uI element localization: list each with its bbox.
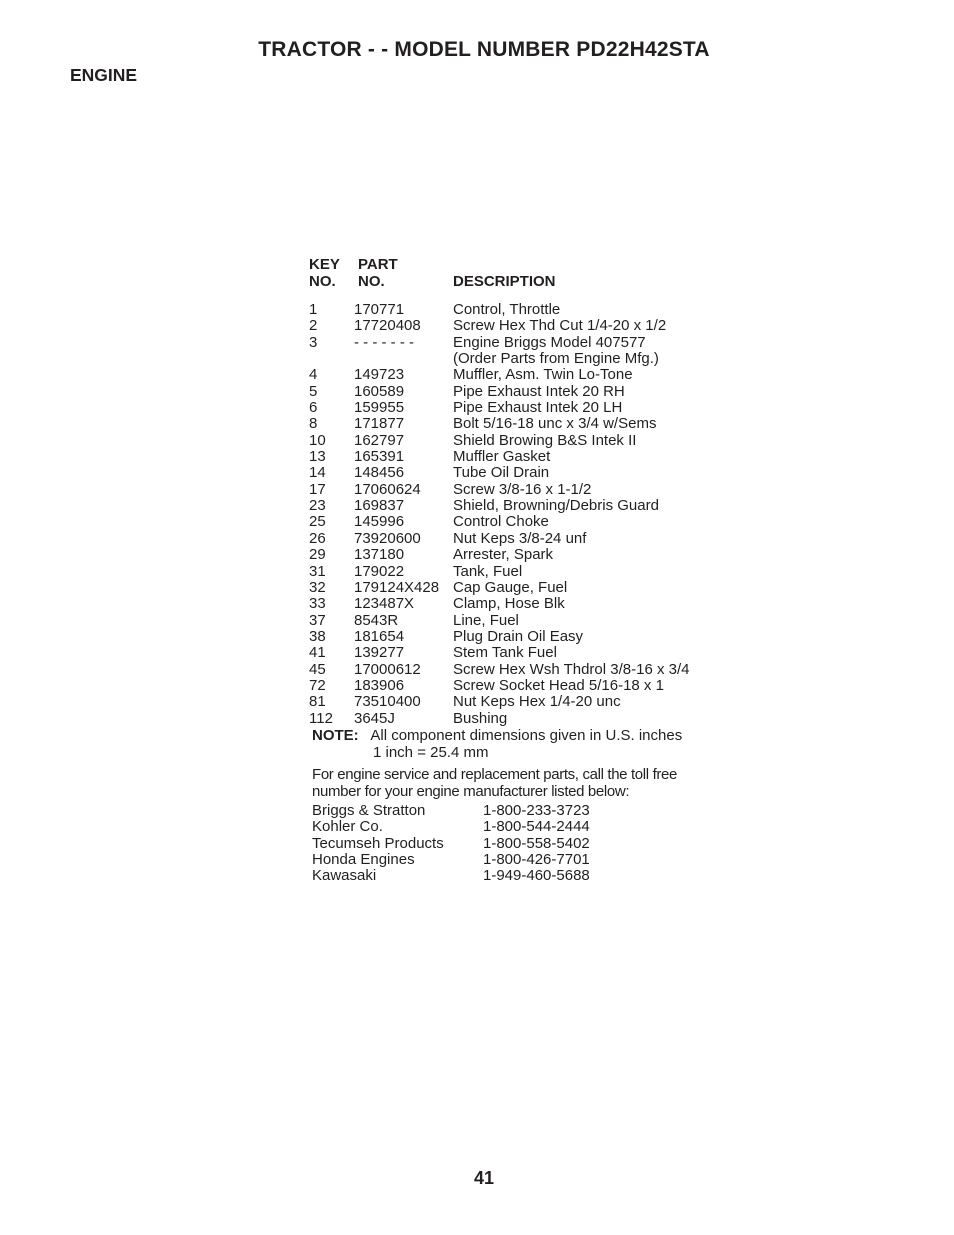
- key-number: 1: [309, 301, 318, 318]
- parts-list-rows: [309, 302, 729, 727]
- part-description: Control, Throttle: [453, 301, 561, 318]
- key-number: 26: [309, 529, 326, 547]
- table-row: [309, 433, 729, 449]
- key-number: 33: [309, 595, 326, 613]
- key-number: 41: [309, 644, 326, 662]
- key-number: 45: [309, 660, 326, 678]
- manufacturer-name: Briggs & Stratton: [312, 802, 426, 819]
- contact-row: [312, 868, 712, 884]
- table-row: [309, 547, 729, 563]
- part-number: 181654: [354, 627, 405, 645]
- key-number: 32: [309, 578, 326, 596]
- part-description-note: (Order Parts from Engine Mfg.): [453, 350, 659, 368]
- key-number: 5: [309, 382, 318, 400]
- table-row: [309, 335, 729, 368]
- manufacturer-name: Kawasaki: [312, 867, 377, 885]
- part-description: Screw 3/8-16 x 1-1/2: [453, 480, 592, 498]
- key-number: 6: [309, 399, 318, 417]
- part-number: 169837: [354, 497, 405, 515]
- key-number: 38: [309, 627, 326, 645]
- part-number: 165391: [354, 448, 405, 466]
- manufacturer-contacts: [312, 803, 712, 885]
- part-number: 179022: [354, 562, 405, 580]
- part-description: Clamp, Hose Blk: [453, 595, 565, 613]
- header-key-line1: KEY: [309, 256, 340, 273]
- service-info: [312, 767, 712, 885]
- manufacturer-name: Honda Engines: [312, 851, 415, 869]
- part-description: Shield, Browning/Debris Guard: [453, 497, 659, 515]
- part-description: Shield Browing B&S Intek II: [453, 431, 637, 449]
- table-row: [309, 711, 729, 727]
- phone-number: 1-800-558-5402: [483, 834, 590, 852]
- part-number: 73920600: [354, 529, 421, 547]
- part-description: Tube Oil Drain: [453, 464, 550, 482]
- part-description: Nut Keps 3/8-24 unf: [453, 529, 587, 547]
- section-title: ENGINE: [70, 65, 138, 85]
- table-row: [309, 367, 729, 383]
- page-number: 41: [473, 1168, 495, 1188]
- key-number: 112: [309, 709, 333, 727]
- key-number: 8: [309, 415, 318, 433]
- part-number: 179124X428: [354, 578, 440, 596]
- table-row: [309, 613, 729, 629]
- key-number: 14: [309, 464, 326, 482]
- contact-row: [312, 852, 712, 868]
- table-row: [309, 416, 729, 432]
- part-description: Muffler Gasket: [453, 448, 551, 466]
- table-row: [309, 678, 729, 694]
- table-row: [309, 596, 729, 612]
- service-intro-line1: For engine service and replacement parts, call the toll free: [312, 766, 678, 783]
- note-label: NOTE:: [312, 727, 359, 744]
- key-number: 72: [309, 676, 326, 694]
- key-number: 10: [309, 431, 326, 449]
- header-key-line2: NO.: [309, 273, 336, 290]
- part-number: 123487X: [354, 595, 415, 613]
- note: [312, 728, 682, 761]
- part-number: 73510400: [354, 693, 421, 711]
- key-number: 23: [309, 497, 326, 515]
- header-part-line2: NO.: [358, 273, 385, 290]
- table-row: [309, 514, 729, 530]
- table-row: [309, 531, 729, 547]
- part-description: Engine Briggs Model 407577: [453, 333, 646, 351]
- service-intro-line2: number for your engine manufacturer listed below:: [312, 782, 630, 800]
- part-number: - - - - - - -: [354, 333, 414, 351]
- key-number: 2: [309, 317, 318, 335]
- part-number: 145996: [354, 513, 405, 531]
- contact-row: [312, 836, 712, 852]
- key-number: 81: [309, 693, 326, 711]
- contact-row: [312, 803, 712, 819]
- part-description: Screw Hex Thd Cut 1/4-20 x 1/2: [453, 317, 667, 335]
- part-description: Control Choke: [453, 513, 549, 531]
- part-number: 17060624: [354, 480, 421, 498]
- header-part-line1: PART: [358, 256, 398, 273]
- phone-number: 1-800-233-3723: [483, 802, 590, 819]
- manufacturer-name: Tecumseh Products: [312, 834, 444, 852]
- table-row: [309, 564, 729, 580]
- part-number: 8543R: [354, 611, 399, 629]
- table-row: [309, 318, 729, 334]
- part-description: Bushing: [453, 709, 508, 727]
- part-description: Tank, Fuel: [453, 562, 523, 580]
- phone-number: 1-949-460-5688: [483, 867, 590, 885]
- table-row: [309, 662, 729, 678]
- part-description: Stem Tank Fuel: [453, 644, 557, 662]
- key-number: 13: [309, 448, 326, 466]
- parts-list: [309, 256, 729, 727]
- part-number: 149723: [354, 366, 405, 384]
- part-description: Bolt 5/16-18 unc x 3/4 w/Sems: [453, 415, 657, 433]
- key-number: 37: [309, 611, 326, 629]
- key-number: 4: [309, 366, 318, 384]
- part-description: Pipe Exhaust Intek 20 LH: [453, 399, 623, 417]
- part-number: 17720408: [354, 317, 421, 335]
- key-number: 3: [309, 333, 318, 351]
- part-number: 159955: [354, 399, 405, 417]
- contact-row: [312, 819, 712, 835]
- part-description: Nut Keps Hex 1/4-20 unc: [453, 693, 621, 711]
- page-title: TRACTOR - - MODEL NUMBER PD22H42STA: [258, 38, 710, 61]
- part-number: 183906: [354, 676, 405, 694]
- part-description: Plug Drain Oil Easy: [453, 627, 584, 645]
- part-description: Pipe Exhaust Intek 20 RH: [453, 382, 625, 400]
- note-text: All component dimensions given in U.S. inches: [370, 727, 683, 744]
- part-number: 171877: [354, 415, 405, 433]
- part-number: 137180: [354, 546, 405, 564]
- part-description: Screw Hex Wsh Thdrol 3/8-16 x 3/4: [453, 660, 690, 678]
- key-number: 29: [309, 546, 326, 564]
- table-row: [309, 482, 729, 498]
- phone-number: 1-800-426-7701: [483, 851, 590, 869]
- table-row: [309, 465, 729, 481]
- part-description: Screw Socket Head 5/16-18 x 1: [453, 676, 664, 694]
- table-row: [309, 400, 729, 416]
- part-number: 17000612: [354, 660, 421, 678]
- part-description: Arrester, Spark: [453, 546, 554, 564]
- table-row: [309, 302, 729, 318]
- table-row: [309, 694, 729, 710]
- part-number: 170771: [354, 301, 405, 318]
- key-number: 25: [309, 513, 326, 531]
- table-row: [309, 384, 729, 400]
- note-conversion: 1 inch = 25.4 mm: [373, 743, 489, 761]
- table-row: [309, 645, 729, 661]
- key-number: 17: [309, 480, 326, 498]
- key-number: 31: [309, 562, 326, 580]
- header-description: DESCRIPTION: [453, 273, 556, 290]
- parts-list-header: [309, 256, 729, 302]
- part-number: 148456: [354, 464, 405, 482]
- table-row: [309, 449, 729, 465]
- part-number: 3645J: [354, 709, 395, 727]
- part-number: 160589: [354, 382, 405, 400]
- table-row: [309, 498, 729, 514]
- part-description: Cap Gauge, Fuel: [453, 578, 568, 596]
- table-row: [309, 580, 729, 596]
- phone-number: 1-800-544-2444: [483, 818, 590, 836]
- table-row: [309, 629, 729, 645]
- part-number: 162797: [354, 431, 405, 449]
- part-number: 139277: [354, 644, 405, 662]
- part-description: Muffler, Asm. Twin Lo-Tone: [453, 366, 633, 384]
- part-description: Line, Fuel: [453, 611, 519, 629]
- manufacturer-name: Kohler Co.: [312, 818, 383, 836]
